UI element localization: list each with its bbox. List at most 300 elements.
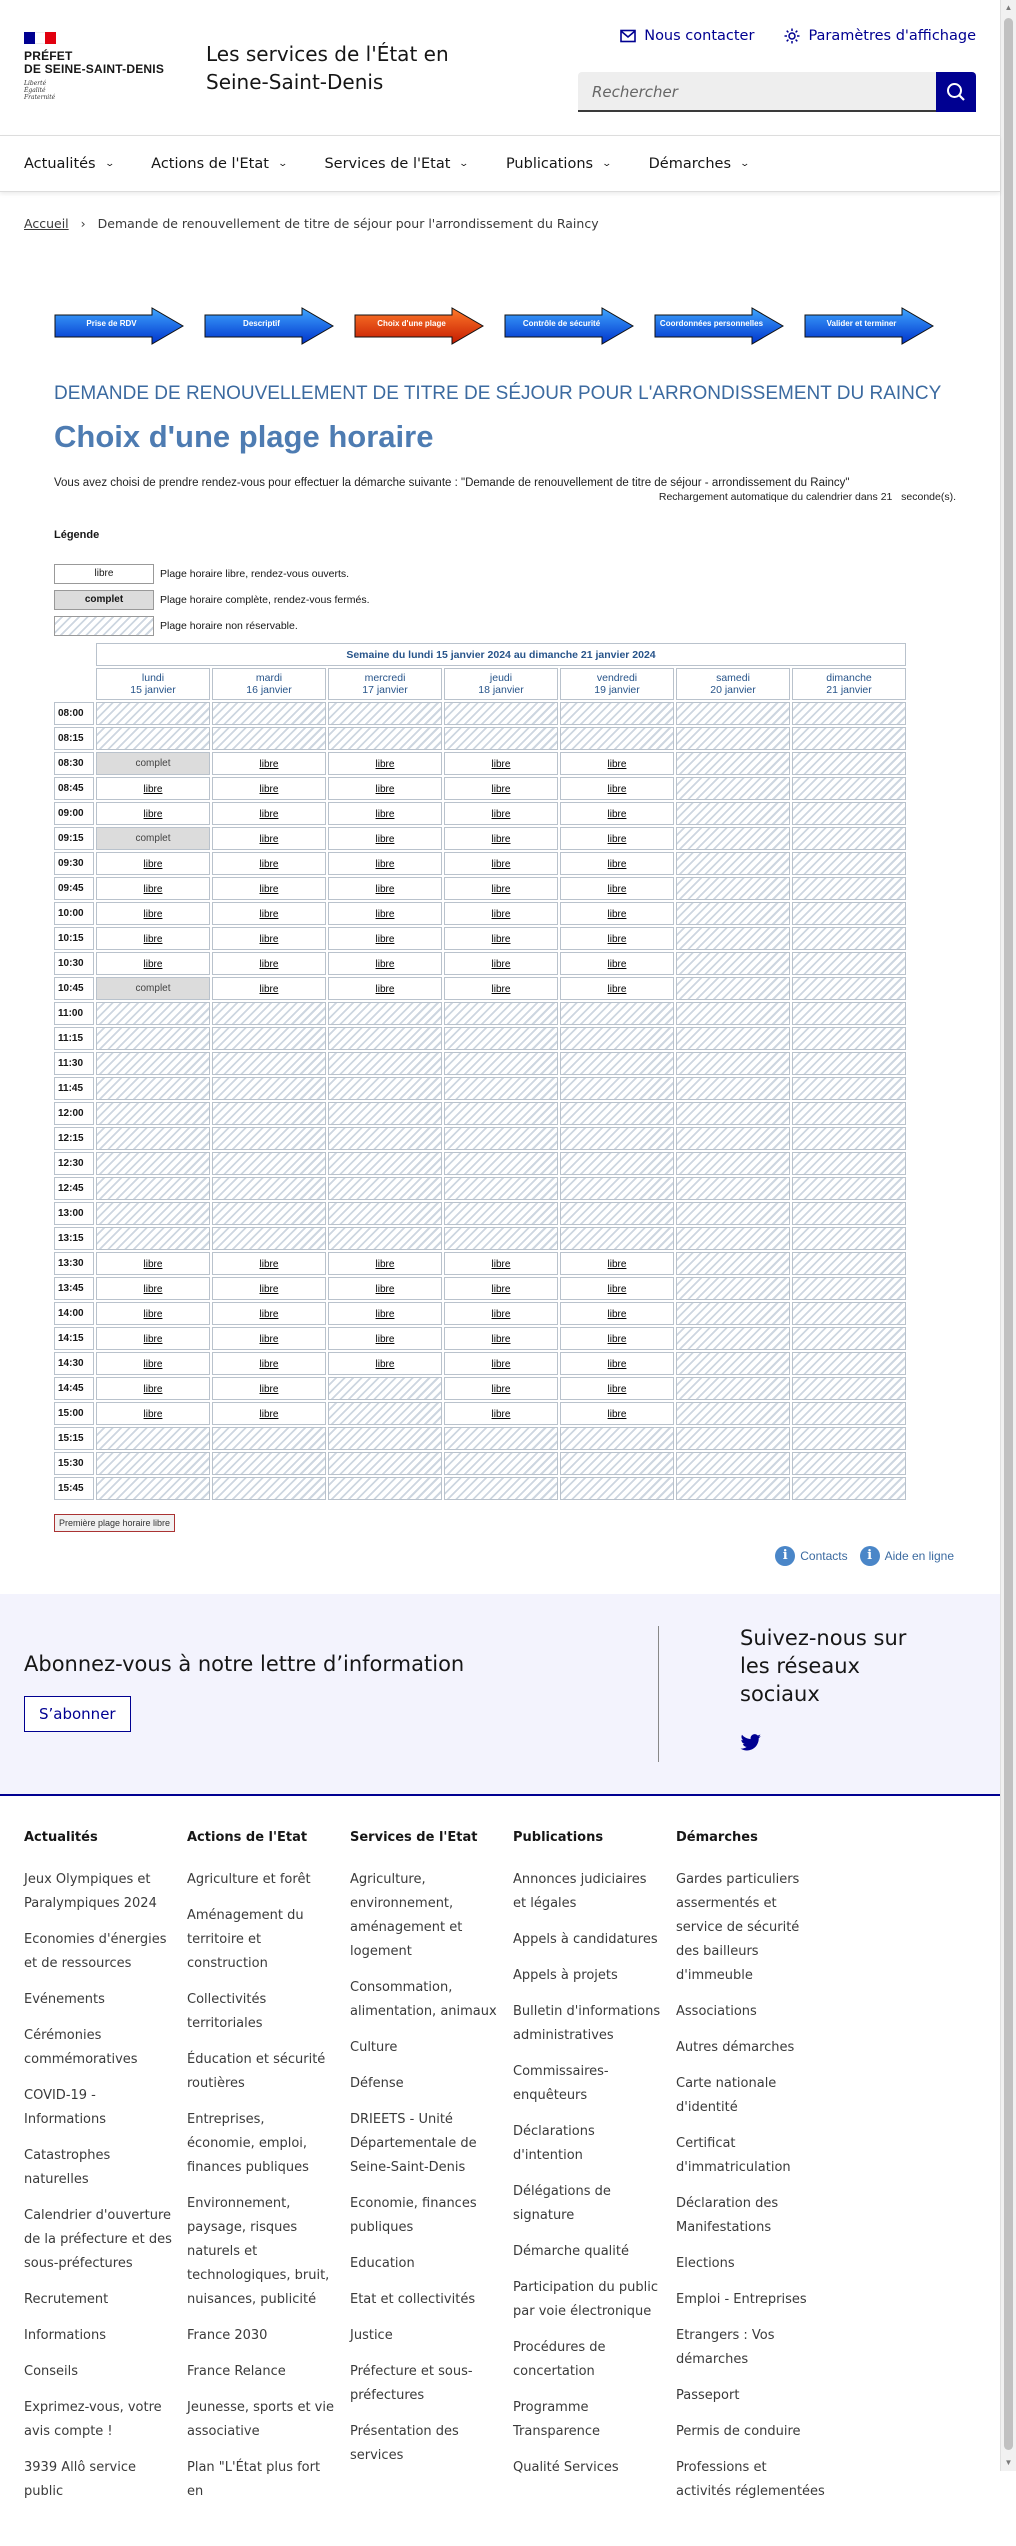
search-button[interactable] bbox=[936, 72, 976, 112]
free-slot[interactable] bbox=[96, 1302, 210, 1325]
free-slot-link[interactable]: libre bbox=[491, 1258, 511, 1270]
footer-column bbox=[187, 1826, 350, 2516]
free-slot-link[interactable]: libre bbox=[143, 883, 163, 895]
free-slot[interactable] bbox=[560, 752, 674, 775]
scroll-up-arrow-icon[interactable]: ▲ bbox=[1004, 3, 1013, 12]
free-slot[interactable] bbox=[328, 1277, 442, 1300]
free-slot-link[interactable]: libre bbox=[607, 1408, 627, 1420]
footer-link[interactable]: Emploi - Entreprises bbox=[676, 2292, 807, 2307]
free-slot[interactable] bbox=[444, 902, 558, 925]
footer-link[interactable]: Carte nationale d'identité bbox=[676, 2076, 777, 2115]
nav-item-demarches[interactable]: Démarches ⌄ bbox=[648, 155, 751, 172]
free-slot-link[interactable]: libre bbox=[259, 783, 279, 795]
free-slot-link[interactable]: libre bbox=[491, 883, 511, 895]
free-slot[interactable] bbox=[560, 1377, 674, 1400]
free-slot[interactable] bbox=[212, 752, 326, 775]
free-slot[interactable] bbox=[96, 1252, 210, 1275]
free-slot-link[interactable]: libre bbox=[607, 1283, 627, 1295]
free-slot[interactable] bbox=[444, 802, 558, 825]
time-label: 12:30 bbox=[54, 1152, 94, 1175]
unavailable-slot bbox=[328, 702, 442, 725]
free-slot[interactable] bbox=[96, 1327, 210, 1350]
footer-link[interactable]: Participation du public par voie électronique bbox=[513, 2280, 659, 2319]
free-slot-link[interactable]: libre bbox=[607, 1258, 627, 1270]
unavailable-slot bbox=[792, 877, 906, 900]
free-slot-link[interactable]: libre bbox=[607, 883, 627, 895]
free-slot-link[interactable]: libre bbox=[143, 908, 163, 920]
unavailable-slot bbox=[676, 952, 790, 975]
free-slot-link[interactable]: libre bbox=[607, 1358, 627, 1370]
free-slot[interactable] bbox=[444, 927, 558, 950]
free-slot[interactable] bbox=[328, 802, 442, 825]
free-slot[interactable] bbox=[560, 1352, 674, 1375]
footer-link[interactable]: Préfecture et sous-préfectures bbox=[350, 2364, 473, 2403]
page-scrollbar[interactable] bbox=[1000, 0, 1016, 2471]
footer-link[interactable]: Justice bbox=[350, 2328, 393, 2343]
footer-link[interactable]: Certificat d'immatriculation bbox=[676, 2136, 791, 2175]
day-header: mercredi 17 janvier bbox=[328, 668, 442, 700]
free-slot-link[interactable]: libre bbox=[491, 1283, 511, 1295]
free-slot-link[interactable]: libre bbox=[491, 833, 511, 845]
free-slot[interactable] bbox=[328, 877, 442, 900]
free-slot-link[interactable]: libre bbox=[259, 1308, 279, 1320]
site-title[interactable]: Les services de l'État en Seine-Saint-Denis bbox=[206, 42, 449, 94]
free-slot[interactable] bbox=[444, 1352, 558, 1375]
footer-link[interactable]: Démarche qualité bbox=[513, 2244, 629, 2259]
unavailable-slot bbox=[444, 1027, 558, 1050]
footer-link[interactable]: Passeport bbox=[676, 2388, 740, 2403]
free-slot[interactable] bbox=[560, 1277, 674, 1300]
free-slot-link[interactable]: libre bbox=[491, 808, 511, 820]
free-slot[interactable] bbox=[328, 1327, 442, 1350]
free-slot[interactable] bbox=[212, 877, 326, 900]
free-slot-link[interactable]: libre bbox=[259, 1383, 279, 1395]
free-slot[interactable] bbox=[212, 1302, 326, 1325]
chevron-down-icon: ⌄ bbox=[104, 158, 115, 169]
free-slot[interactable] bbox=[560, 927, 674, 950]
unavailable-slot bbox=[560, 1027, 674, 1050]
free-slot-link[interactable]: libre bbox=[491, 908, 511, 920]
free-slot[interactable] bbox=[444, 1327, 558, 1350]
footer-link[interactable]: Défense bbox=[350, 2076, 404, 2091]
free-slot-link[interactable]: libre bbox=[143, 783, 163, 795]
free-slot-link[interactable]: libre bbox=[143, 933, 163, 945]
unavailable-slot bbox=[676, 777, 790, 800]
footer-link[interactable]: Autres démarches bbox=[676, 2040, 795, 2055]
footer-link[interactable]: 3939 Allô service public bbox=[24, 2460, 136, 2499]
footer-link[interactable]: Calendrier d'ouverture de la préfecture et des sous-préfectures bbox=[24, 2208, 172, 2271]
free-slot[interactable] bbox=[560, 1327, 674, 1350]
unavailable-slot bbox=[444, 727, 558, 750]
search-icon bbox=[946, 82, 966, 102]
footer-link[interactable]: Déclaration des Manifestations bbox=[676, 2196, 779, 2235]
free-slot-link[interactable]: libre bbox=[259, 1258, 279, 1270]
free-slot-link[interactable]: libre bbox=[491, 1358, 511, 1370]
free-slot-link[interactable]: libre bbox=[375, 808, 395, 820]
free-slot-link[interactable]: libre bbox=[375, 1308, 395, 1320]
nav-item-services[interactable]: Services de l'Etat ⌄ bbox=[324, 155, 470, 172]
unavailable-slot bbox=[792, 1077, 906, 1100]
free-slot[interactable] bbox=[96, 802, 210, 825]
free-slot[interactable] bbox=[212, 1352, 326, 1375]
free-slot-link[interactable]: libre bbox=[375, 883, 395, 895]
free-slot[interactable] bbox=[560, 827, 674, 850]
free-slot[interactable] bbox=[96, 952, 210, 975]
free-slot-link[interactable]: libre bbox=[259, 1283, 279, 1295]
free-slot-link[interactable]: libre bbox=[259, 808, 279, 820]
free-slot[interactable] bbox=[444, 877, 558, 900]
footer-link[interactable]: Bulletin d'informations administratives bbox=[513, 2004, 661, 2043]
free-slot-link[interactable]: libre bbox=[259, 983, 279, 995]
unavailable-slot bbox=[444, 1227, 558, 1250]
footer-link[interactable]: Culture bbox=[350, 2040, 398, 2055]
twitter-icon[interactable] bbox=[740, 1734, 762, 1757]
free-slot-link[interactable]: libre bbox=[143, 1283, 163, 1295]
free-slot[interactable] bbox=[212, 827, 326, 850]
unavailable-slot bbox=[328, 1477, 442, 1500]
free-slot-link[interactable]: libre bbox=[375, 1283, 395, 1295]
free-slot[interactable] bbox=[328, 827, 442, 850]
footer-link[interactable]: Présentation des services bbox=[350, 2424, 459, 2463]
search-input[interactable]: Rechercher bbox=[578, 72, 936, 112]
free-slot[interactable] bbox=[444, 1302, 558, 1325]
free-slot-link[interactable]: libre bbox=[607, 833, 627, 845]
footer-column bbox=[24, 1826, 187, 2516]
free-slot[interactable] bbox=[328, 1302, 442, 1325]
footer-link[interactable]: DRIEETS - Unité Départementale de Seine-Saint-Denis bbox=[350, 2112, 477, 2175]
footer-column-title: Publications bbox=[513, 1830, 604, 1845]
free-slot[interactable] bbox=[560, 1302, 674, 1325]
free-slot[interactable] bbox=[96, 1352, 210, 1375]
footer-link[interactable]: Qualité Services bbox=[513, 2460, 619, 2475]
free-slot-link[interactable]: libre bbox=[491, 783, 511, 795]
unavailable-slot bbox=[444, 1152, 558, 1175]
footer-link[interactable]: Agriculture et forêt bbox=[187, 1872, 311, 1887]
footer-link[interactable]: Recrutement bbox=[24, 2292, 109, 2307]
free-slot-link[interactable]: libre bbox=[607, 1308, 627, 1320]
scroll-down-arrow-icon[interactable]: ▼ bbox=[1004, 2458, 1013, 2467]
display-settings-link[interactable]: Paramètres d'affichage bbox=[784, 28, 976, 44]
day-header: samedi 20 janvier bbox=[676, 668, 790, 700]
free-slot[interactable] bbox=[96, 1377, 210, 1400]
footer-link[interactable]: Annonces judiciaires et légales bbox=[513, 1872, 647, 1911]
footer-link[interactable]: Catastrophes naturelles bbox=[24, 2148, 111, 2187]
free-slot-link[interactable]: libre bbox=[259, 833, 279, 845]
free-slot-link[interactable]: libre bbox=[607, 908, 627, 920]
unavailable-slot bbox=[676, 1477, 790, 1500]
unavailable-slot bbox=[792, 1477, 906, 1500]
free-slot[interactable] bbox=[96, 902, 210, 925]
free-slot[interactable] bbox=[444, 952, 558, 975]
free-slot-link[interactable]: libre bbox=[259, 1408, 279, 1420]
free-slot[interactable] bbox=[212, 977, 326, 1000]
time-row bbox=[54, 802, 906, 825]
footer-link[interactable]: Etat et collectivités bbox=[350, 2292, 476, 2307]
free-slot[interactable] bbox=[212, 1402, 326, 1425]
free-slot[interactable] bbox=[560, 1402, 674, 1425]
free-slot[interactable] bbox=[444, 777, 558, 800]
unavailable-slot bbox=[676, 927, 790, 950]
footer-link[interactable]: Collectivités territoriales bbox=[187, 1992, 267, 2031]
footer-link[interactable]: Informations bbox=[24, 2328, 107, 2343]
free-slot-link[interactable]: libre bbox=[375, 858, 395, 870]
footer-link[interactable]: Conseils bbox=[24, 2364, 79, 2379]
footer-link[interactable]: Procédures de concertation bbox=[513, 2340, 606, 2379]
footer-link[interactable]: Jeunesse, sports et vie associative bbox=[187, 2400, 334, 2439]
free-slot-link[interactable]: libre bbox=[375, 933, 395, 945]
time-label: 13:30 bbox=[54, 1252, 94, 1275]
footer-link[interactable]: Environnement, paysage, risques naturels et technologiques, bruit, nuisances, publicité bbox=[187, 2196, 330, 2307]
free-slot[interactable] bbox=[212, 852, 326, 875]
free-slot[interactable] bbox=[328, 927, 442, 950]
free-slot[interactable] bbox=[328, 752, 442, 775]
free-slot-link[interactable]: libre bbox=[607, 933, 627, 945]
free-slot[interactable] bbox=[328, 902, 442, 925]
footer-link[interactable]: Éducation et sécurité routières bbox=[187, 2052, 326, 2091]
footer-link[interactable]: Déclarations d'intention bbox=[513, 2124, 595, 2163]
footer-link[interactable]: Consommation, alimentation, animaux bbox=[350, 1980, 497, 2019]
nav-item-actualites[interactable]: Actualités ⌄ bbox=[24, 155, 115, 172]
free-slot[interactable] bbox=[444, 977, 558, 1000]
unavailable-slot bbox=[676, 1052, 790, 1075]
free-slot-link[interactable]: libre bbox=[259, 883, 279, 895]
free-slot[interactable] bbox=[560, 1252, 674, 1275]
footer-link[interactable]: Entreprises, économie, emploi, finances publiques bbox=[187, 2112, 309, 2175]
time-label: 10:30 bbox=[54, 952, 94, 975]
free-slot[interactable] bbox=[96, 777, 210, 800]
free-slot-link[interactable]: libre bbox=[607, 958, 627, 970]
unavailable-slot bbox=[212, 702, 326, 725]
unavailable-slot bbox=[560, 1202, 674, 1225]
time-label: 09:45 bbox=[54, 877, 94, 900]
free-slot[interactable] bbox=[212, 1277, 326, 1300]
free-slot-link[interactable]: libre bbox=[375, 908, 395, 920]
free-slot[interactable] bbox=[328, 852, 442, 875]
unavailable-slot bbox=[792, 1152, 906, 1175]
free-slot-link[interactable]: libre bbox=[143, 1383, 163, 1395]
free-slot[interactable] bbox=[560, 902, 674, 925]
free-slot-link[interactable]: libre bbox=[143, 808, 163, 820]
footer-link[interactable]: France 2030 bbox=[187, 2328, 268, 2343]
unavailable-slot bbox=[212, 1227, 326, 1250]
footer-link[interactable]: Délégations de signature bbox=[513, 2184, 611, 2223]
online-help-link[interactable]: i Aide en ligne bbox=[860, 1546, 954, 1566]
free-slot[interactable] bbox=[212, 1327, 326, 1350]
full-slot: complet bbox=[96, 752, 210, 775]
time-row bbox=[54, 827, 906, 850]
free-slot[interactable] bbox=[96, 877, 210, 900]
footer-link[interactable]: Economie, finances publiques bbox=[350, 2196, 477, 2235]
footer-link[interactable]: Exprimez-vous, votre avis compte ! bbox=[24, 2400, 162, 2439]
free-slot-link[interactable]: libre bbox=[491, 858, 511, 870]
footer-column bbox=[513, 1826, 676, 2516]
free-slot-link[interactable]: libre bbox=[375, 758, 395, 770]
footer-link[interactable]: Jeux Olympiques et Paralympiques 2024 bbox=[24, 1872, 157, 1911]
free-slot[interactable] bbox=[328, 1352, 442, 1375]
free-slot[interactable] bbox=[560, 852, 674, 875]
step-label: Contrôle de sécurité bbox=[522, 319, 601, 328]
footer-link[interactable]: France Relance bbox=[187, 2364, 286, 2379]
free-slot[interactable] bbox=[96, 927, 210, 950]
footer-link[interactable]: Economies d'énergies et de ressources bbox=[24, 1932, 167, 1971]
free-slot[interactable] bbox=[560, 952, 674, 975]
free-slot-link[interactable]: libre bbox=[375, 958, 395, 970]
free-slot[interactable] bbox=[328, 777, 442, 800]
nav-item-actions[interactable]: Actions de l'Etat ⌄ bbox=[151, 155, 288, 172]
subscribe-button[interactable]: S’abonner bbox=[24, 1696, 131, 1732]
free-slot-link[interactable]: libre bbox=[491, 983, 511, 995]
free-slot-link[interactable]: libre bbox=[491, 1408, 511, 1420]
first-free-slot-button[interactable]: Première plage horaire libre bbox=[54, 1514, 175, 1532]
free-slot[interactable] bbox=[560, 977, 674, 1000]
footer-link[interactable]: Gardes particuliers assermentés et service de sécurité des bailleurs d'immeuble bbox=[676, 1872, 800, 1983]
free-slot[interactable] bbox=[212, 952, 326, 975]
free-slot[interactable] bbox=[444, 1377, 558, 1400]
intro-text: Vous avez choisi de prendre rendez-vous pour effectuer la démarche suivante : "Demande de renouvellement de titre de séjour - arrondissement du Raincy" bbox=[54, 477, 850, 489]
footer-link[interactable]: Evénements bbox=[24, 1992, 105, 2007]
time-label: 13:15 bbox=[54, 1227, 94, 1250]
time-row bbox=[54, 1052, 906, 1075]
contacts-link[interactable]: i Contacts bbox=[775, 1546, 847, 1566]
free-slot-link[interactable]: libre bbox=[491, 1333, 511, 1345]
unavailable-slot bbox=[676, 1427, 790, 1450]
time-label: 09:30 bbox=[54, 852, 94, 875]
free-slot[interactable] bbox=[96, 852, 210, 875]
free-slot-link[interactable]: libre bbox=[375, 983, 395, 995]
reload-seconds: 21 bbox=[880, 491, 893, 503]
free-slot[interactable] bbox=[212, 1252, 326, 1275]
unavailable-slot bbox=[444, 1202, 558, 1225]
free-slot-link[interactable]: libre bbox=[259, 958, 279, 970]
day-header: vendredi 19 janvier bbox=[560, 668, 674, 700]
free-slot-link[interactable]: libre bbox=[375, 1333, 395, 1345]
free-slot-link[interactable]: libre bbox=[607, 1333, 627, 1345]
free-slot[interactable] bbox=[560, 877, 674, 900]
free-slot[interactable] bbox=[444, 1402, 558, 1425]
free-slot-link[interactable]: libre bbox=[491, 958, 511, 970]
free-slot-link[interactable]: libre bbox=[259, 933, 279, 945]
free-slot[interactable] bbox=[212, 1377, 326, 1400]
free-slot-link[interactable]: libre bbox=[143, 858, 163, 870]
footer-column bbox=[676, 1826, 839, 2516]
free-slot-link[interactable]: libre bbox=[143, 958, 163, 970]
contact-link[interactable]: Nous contacter bbox=[620, 28, 754, 44]
free-slot-link[interactable]: libre bbox=[375, 783, 395, 795]
free-slot[interactable] bbox=[212, 902, 326, 925]
free-slot-link[interactable]: libre bbox=[259, 1333, 279, 1345]
unavailable-slot bbox=[328, 1227, 442, 1250]
breadcrumb-home[interactable]: Accueil bbox=[24, 216, 69, 231]
free-slot-link[interactable]: libre bbox=[259, 758, 279, 770]
footer-link[interactable]: Programme Transparence bbox=[513, 2400, 601, 2439]
nav-item-publications[interactable]: Publications ⌄ bbox=[505, 155, 613, 172]
free-slot-link[interactable]: libre bbox=[607, 983, 627, 995]
footer-link[interactable]: COVID-19 - Informations bbox=[24, 2088, 107, 2127]
free-slot[interactable] bbox=[328, 977, 442, 1000]
free-slot[interactable] bbox=[328, 952, 442, 975]
free-slot-link[interactable]: libre bbox=[607, 758, 627, 770]
unavailable-slot bbox=[676, 702, 790, 725]
time-row bbox=[54, 1452, 906, 1475]
time-label: 14:00 bbox=[54, 1302, 94, 1325]
unavailable-slot bbox=[676, 877, 790, 900]
step-label: Descriptif bbox=[243, 319, 280, 328]
free-slot-link[interactable]: libre bbox=[607, 783, 627, 795]
footer-link[interactable]: Elections bbox=[676, 2256, 735, 2271]
unavailable-slot bbox=[328, 1127, 442, 1150]
footer-link[interactable]: Plan "L'État plus fort en bbox=[187, 2460, 321, 2499]
free-slot-link[interactable]: libre bbox=[375, 1258, 395, 1270]
free-slot-link[interactable]: libre bbox=[375, 833, 395, 845]
footer-link[interactable]: Appels à candidatures bbox=[513, 1932, 658, 1947]
time-label: 14:15 bbox=[54, 1327, 94, 1350]
free-slot-link[interactable]: libre bbox=[143, 1308, 163, 1320]
free-slot[interactable] bbox=[96, 1277, 210, 1300]
free-slot[interactable] bbox=[212, 802, 326, 825]
scrollbar-thumb[interactable] bbox=[1004, 18, 1013, 2450]
unavailable-slot bbox=[792, 1452, 906, 1475]
unavailable-slot bbox=[676, 1227, 790, 1250]
free-slot[interactable] bbox=[212, 927, 326, 950]
free-slot[interactable] bbox=[444, 1277, 558, 1300]
footer-link[interactable]: Commissaires-enquêteurs bbox=[513, 2064, 609, 2103]
free-slot-link[interactable]: libre bbox=[491, 1308, 511, 1320]
free-slot-link[interactable]: libre bbox=[259, 908, 279, 920]
footer-link[interactable]: Aménagement du territoire et construction bbox=[187, 1908, 304, 1971]
marianne-logo[interactable] bbox=[24, 32, 164, 101]
free-slot-link[interactable]: libre bbox=[259, 858, 279, 870]
free-slot[interactable] bbox=[444, 827, 558, 850]
footer-link[interactable]: Appels à projets bbox=[513, 1968, 618, 1983]
footer-link[interactable]: Agriculture, environnement, aménagement et logement bbox=[350, 1872, 463, 1959]
legend-title: Légende bbox=[54, 529, 100, 541]
free-slot[interactable] bbox=[444, 752, 558, 775]
footer-link[interactable]: Permis de conduire bbox=[676, 2424, 801, 2439]
free-slot[interactable] bbox=[444, 1252, 558, 1275]
free-slot[interactable] bbox=[328, 1252, 442, 1275]
free-slot-link[interactable]: libre bbox=[259, 1358, 279, 1370]
unavailable-slot bbox=[792, 1427, 906, 1450]
free-slot-link[interactable]: libre bbox=[491, 933, 511, 945]
free-slot[interactable] bbox=[212, 777, 326, 800]
free-slot-link[interactable]: libre bbox=[491, 758, 511, 770]
footer-link[interactable]: Education bbox=[350, 2256, 415, 2271]
free-slot-link[interactable]: libre bbox=[143, 1408, 163, 1420]
free-slot-link[interactable]: libre bbox=[143, 1258, 163, 1270]
footer-link[interactable]: Cérémonies commémoratives bbox=[24, 2028, 138, 2067]
footer-link[interactable]: Associations bbox=[676, 2004, 757, 2019]
free-slot[interactable] bbox=[560, 777, 674, 800]
free-slot[interactable] bbox=[560, 802, 674, 825]
free-slot-link[interactable]: libre bbox=[143, 1358, 163, 1370]
unavailable-slot bbox=[676, 1102, 790, 1125]
free-slot[interactable] bbox=[96, 1402, 210, 1425]
info-icon: i bbox=[860, 1546, 880, 1566]
free-slot-link[interactable]: libre bbox=[375, 1358, 395, 1370]
unavailable-slot bbox=[676, 1327, 790, 1350]
free-slot-link[interactable]: libre bbox=[607, 858, 627, 870]
unavailable-slot bbox=[560, 1152, 674, 1175]
footer-link[interactable]: Etrangers : Vos démarches bbox=[676, 2328, 775, 2367]
time-row bbox=[54, 1352, 906, 1375]
free-slot-link[interactable]: libre bbox=[607, 808, 627, 820]
free-slot[interactable] bbox=[444, 852, 558, 875]
free-slot-link[interactable]: libre bbox=[607, 1383, 627, 1395]
free-slot-link[interactable]: libre bbox=[143, 1333, 163, 1345]
footer-link[interactable]: Professions et activités réglementées bbox=[676, 2460, 825, 2499]
free-slot-link[interactable]: libre bbox=[491, 1383, 511, 1395]
unavailable-slot bbox=[96, 1077, 210, 1100]
